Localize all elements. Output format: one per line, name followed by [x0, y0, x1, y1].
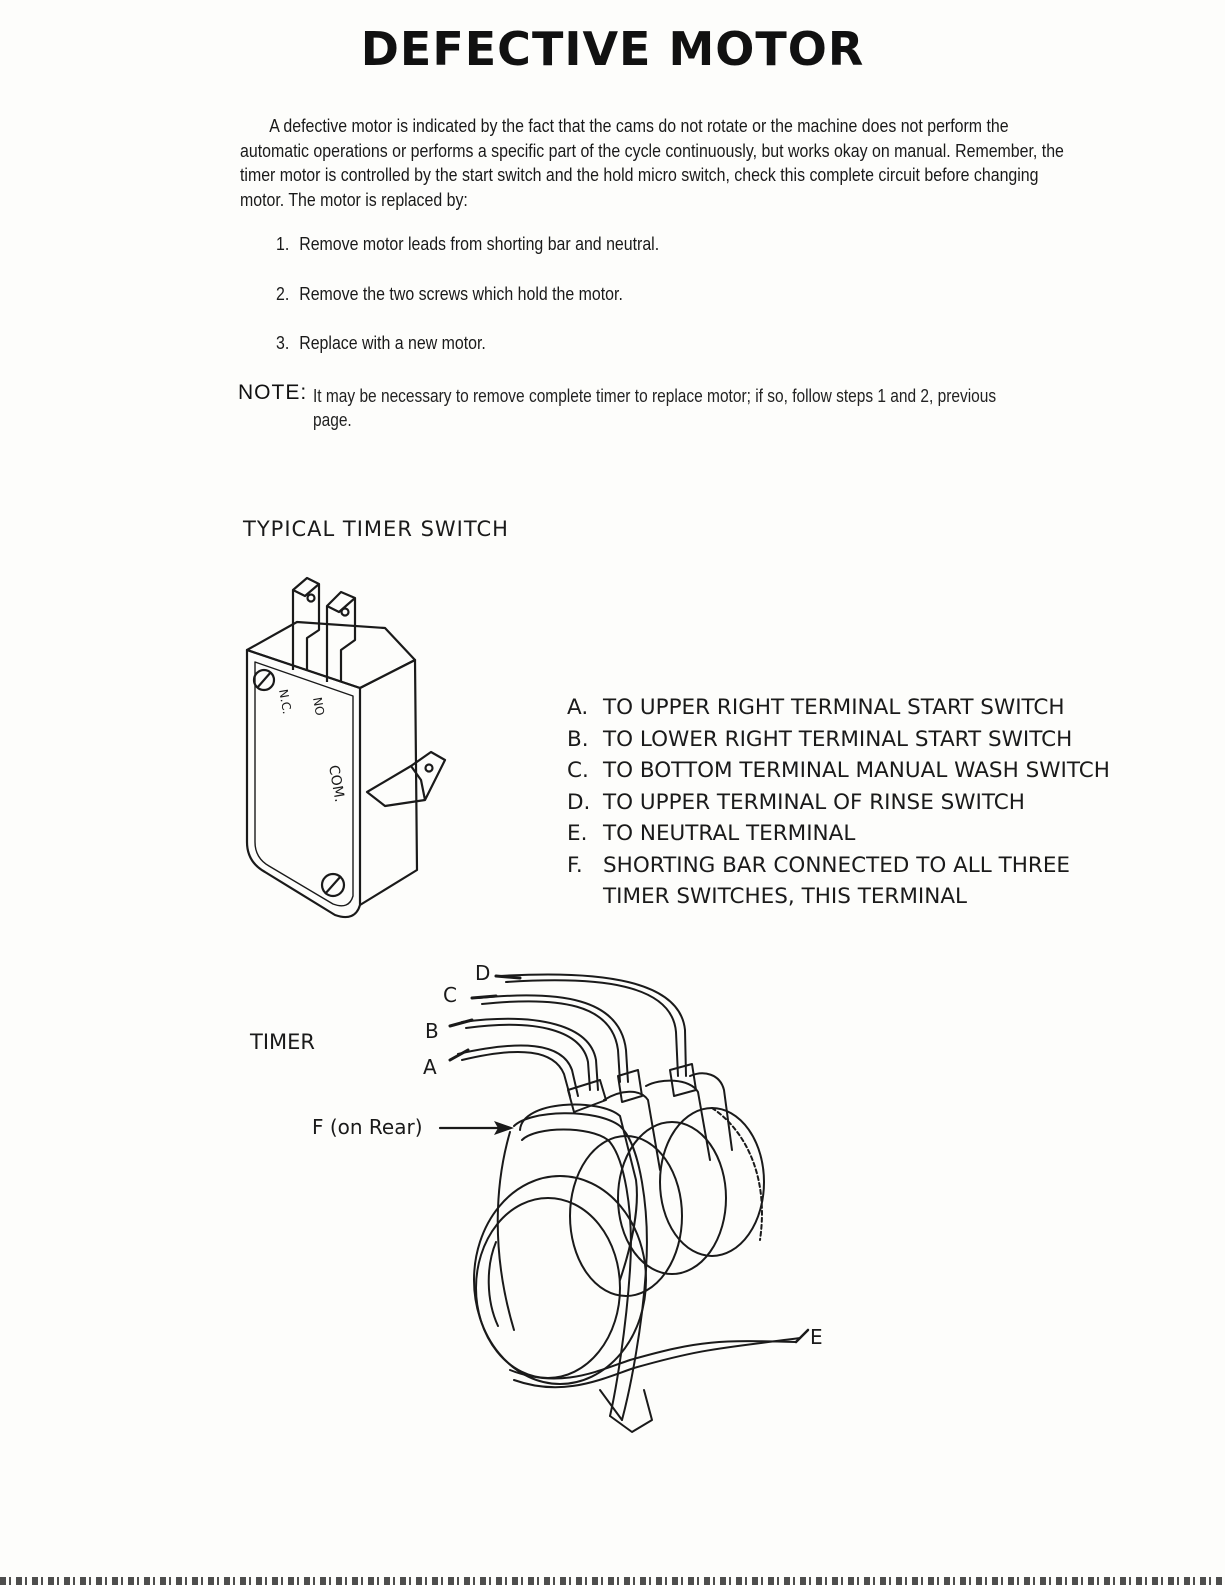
legend-continuation: TIMER SWITCHES, THIS TERMINAL: [603, 884, 968, 909]
legend-item: [567, 692, 1110, 724]
legend-item: [567, 850, 1110, 882]
nc-label: N.C.: [276, 688, 295, 716]
legend-text: TO UPPER TERMINAL OF RINSE SWITCH: [603, 789, 1025, 815]
label-d: D: [475, 961, 491, 985]
legend-key: F.: [567, 852, 583, 878]
step-text: Remove the two screws which hold the motor.: [299, 283, 623, 304]
legend-text: TO LOWER RIGHT TERMINAL START SWITCH: [603, 726, 1073, 752]
label-b: B: [425, 1019, 439, 1043]
legend-key: B.: [567, 726, 589, 752]
step-number: 3.: [276, 332, 290, 353]
note-text: It may be necessary to remove complete timer to replace motor; if so, follow steps 1 and 2, previous page.: [313, 386, 997, 430]
step-text: Remove motor leads from shorting bar and neutral.: [299, 233, 660, 254]
legend-key: D.: [567, 789, 591, 815]
step-1: [276, 233, 659, 255]
step-number: 1.: [276, 233, 290, 254]
legend-item: [567, 818, 1110, 850]
page-title: DEFECTIVE MOTOR: [360, 22, 865, 76]
step-text: Replace with a new motor.: [299, 332, 486, 353]
step-3: [276, 332, 486, 354]
step-2: [276, 283, 623, 305]
legend-key: A.: [567, 695, 589, 720]
label-a: A: [423, 1055, 437, 1079]
note-label: NOTE:: [238, 381, 308, 404]
no-label: NO: [310, 696, 328, 717]
legend-text: SHORTING BAR CONNECTED TO ALL THREE: [603, 852, 1070, 878]
label-f: F (on Rear): [312, 1115, 423, 1139]
legend-item: [567, 724, 1110, 756]
wiring-legend: [567, 692, 1110, 913]
timer-heading: TIMER: [250, 1030, 315, 1054]
legend-text: TO UPPER RIGHT TERMINAL START SWITCH: [603, 695, 1065, 720]
legend-item: [567, 787, 1110, 819]
label-e: E: [810, 1325, 823, 1349]
intro-paragraph: [240, 114, 1080, 212]
switch-heading: TYPICAL TIMER SWITCH: [243, 517, 509, 541]
legend-key: E.: [567, 821, 588, 846]
com-label: COM.: [325, 763, 348, 804]
timer-switch-illustration: [235, 570, 455, 925]
legend-key: C.: [567, 758, 589, 783]
intro-text: A defective motor is indicated by the fact that the cams do not rotate or the machine does not perform the automatic operations or performs a specific part of the cycle continuously, but works okay on manual. Remember, the timer motor is controlled by the start switch and the hold micro switch, check this complete circuit before changing motor. The motor is replaced by:: [240, 115, 1064, 210]
step-number: 2.: [276, 283, 290, 304]
scan-edge: [0, 1577, 1225, 1585]
label-c: C: [443, 983, 457, 1007]
legend-item: [567, 755, 1110, 787]
legend-text: TO BOTTOM TERMINAL MANUAL WASH SWITCH: [603, 758, 1110, 783]
timer-illustration: [300, 950, 840, 1440]
legend-text: TO NEUTRAL TERMINAL: [603, 821, 856, 846]
